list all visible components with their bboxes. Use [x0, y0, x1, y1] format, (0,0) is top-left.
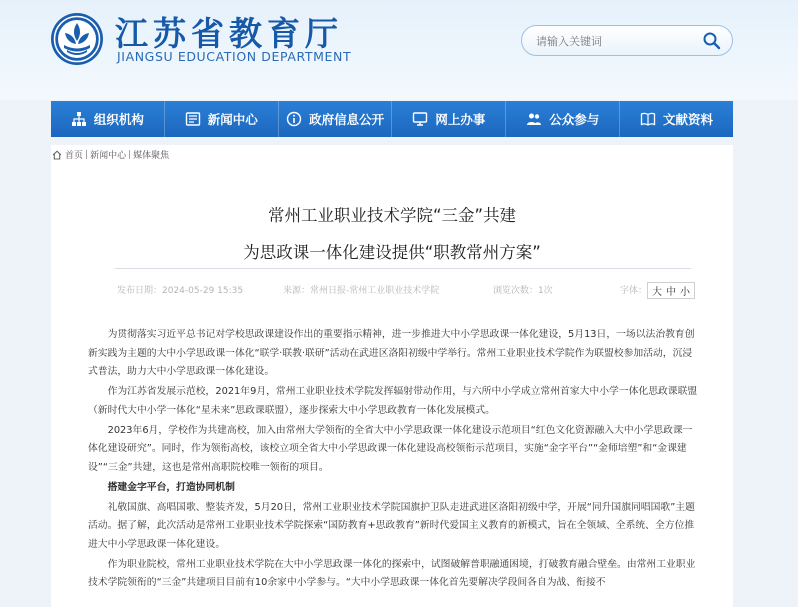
article-paragraph: 礼敬国旗、高唱国歌、整装齐发，5月20日，常州工业职业技术学院国旗护卫队走进武进区洛阳初级中学，开展“同升国旗同唱国歌”主题活动。据了解，此次活动是常州工业职业技术学院探索“国防教育+思政教育”新时代爱国主义教育的新模式，旨在全领域、全系统、全方位推进大中小学思政课一体化建设。 [88, 501, 695, 550]
nav-label: 组织机构 [93, 112, 144, 127]
article-body [88, 326, 698, 594]
article-source: 来源：常州日报-常州工业职业技术学院 [283, 286, 440, 296]
people-icon [526, 111, 542, 127]
breadcrumb-media[interactable]: 媒体聚焦 [133, 151, 170, 161]
nav-label: 新闻中心 [207, 112, 258, 127]
publish-date: 发布日期：2024-05-29 15:35 [117, 286, 244, 296]
news-icon [185, 111, 201, 127]
breadcrumb-news[interactable]: 新闻中心 [90, 151, 127, 161]
nav-item-info[interactable] [279, 101, 393, 137]
article-meta [115, 283, 691, 299]
org-icon [71, 111, 87, 127]
font-size-medium-button[interactable]: 中 [666, 287, 676, 298]
nav-item-online[interactable] [392, 101, 506, 137]
site-title[interactable]: 江苏省教育厅 [115, 14, 343, 53]
search-icon[interactable] [702, 31, 722, 51]
nav-item-public[interactable] [506, 101, 620, 137]
nav-label: 公众参与 [549, 112, 600, 127]
search-box [521, 25, 733, 56]
search-input[interactable] [536, 31, 696, 51]
article-title-line2: 为思政课一体化建设提供“职教常州方案” [243, 243, 541, 262]
info-icon [286, 111, 302, 127]
site-header [0, 0, 798, 100]
title-divider [115, 268, 691, 269]
article-paragraph: 2023年6月，学校作为共建高校，加入由常州大学领衔的全省大中小学思政课一体化建设示范项目“红色文化资源融入大中小学思政课一体化建设研究”。同时，作为领衔高校，该校立项全省大中小学思政课一体化建设高校领衔示范项目，实施“金字平台”“金师培塑”和“金课建设”“三金”共建，这也是常州高职院校唯一领衔的项目。 [88, 424, 693, 473]
article-title-line1: 常州工业职业技术学院“三金”共建 [267, 206, 517, 225]
nav-item-docs[interactable] [620, 101, 733, 137]
breadcrumb-separator: | [85, 149, 89, 160]
breadcrumb [51, 145, 733, 164]
nav-label: 网上办事 [435, 112, 486, 127]
breadcrumb-separator: | [128, 149, 132, 160]
article-paragraph: 为贯彻落实习近平总书记对学校思政课建设作出的重要指示精神，进一步推进大中小学思政课一体化建设，5月13日，一场以法治教育创新实践为主题的大中小学思政课一体化“联学·联教·联研”活动在武进区洛阳初级中学举行。常州工业职业技术学院作为联盟校参加活动，沉浸式普法，助力大中小学思政课一体化建设。 [88, 329, 695, 377]
article-panel [51, 145, 733, 607]
jiangsu-education-logo-icon[interactable] [50, 12, 104, 66]
font-size-label: 字体： [620, 286, 648, 296]
book-icon [640, 111, 656, 127]
article-paragraph: 作为职业院校，常州工业职业技术学院在大中小学思政课一体化的探索中，试图破解普职融通困境，打破教育融合壁垒。由常州工业职业技术学院领衔的“三金”共建项目目前有10余家中小学参与。“大中小学思政课一体化首先要解决学段间各自为战、衔接不 [88, 558, 696, 588]
computer-icon [412, 111, 428, 127]
nav-item-org[interactable] [51, 101, 165, 137]
main-nav [51, 101, 733, 137]
nav-label: 政府信息公开 [309, 112, 385, 127]
font-size-selector [647, 282, 695, 299]
font-size-large-button[interactable]: 大 [652, 287, 662, 298]
section-heading: 搭建金字平台，打造协同机制 [107, 481, 235, 493]
site-subtitle: JIANGSU EDUCATION DEPARTMENT [117, 49, 352, 64]
nav-item-news[interactable] [165, 101, 279, 137]
article-paragraph: 作为江苏省发展示范校，2021年9月，常州工业职业技术学院发挥辐射带动作用，与六所中小学成立常州首家大中小学一体化思政课联盟（新时代大中小学一体化“星未来”思政课联盟），逐步探索大中小学思政教育一体化发展模式。 [88, 386, 698, 416]
home-icon [52, 150, 62, 160]
nav-label: 文献资料 [663, 112, 714, 127]
font-size-small-button[interactable]: 小 [680, 287, 690, 298]
breadcrumb-home[interactable]: 首页 [65, 151, 84, 161]
view-count: 浏览次数：1次 [493, 286, 553, 296]
